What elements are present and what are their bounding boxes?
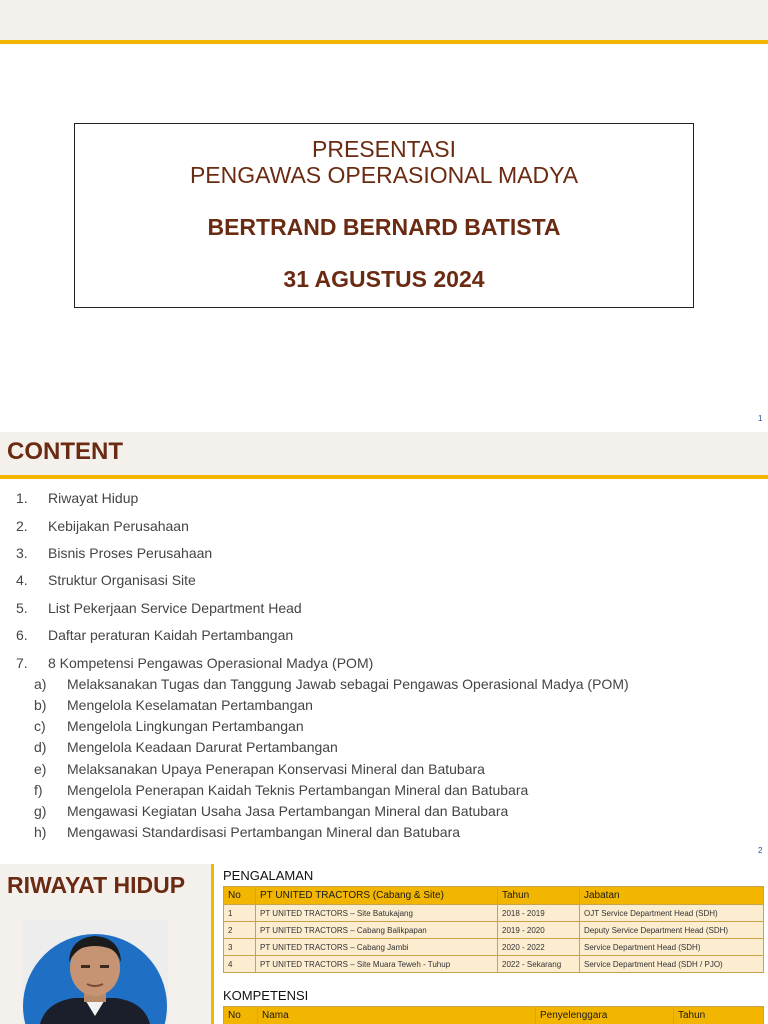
- cell-no: 4: [224, 956, 256, 973]
- item-number: 4.: [16, 572, 28, 588]
- item-number: 5.: [16, 600, 28, 616]
- item-text: Melaksanakan Upaya Penerapan Konservasi Mineral dan Batubara: [67, 761, 485, 777]
- column-header: Tahun: [674, 1007, 764, 1024]
- item-text: Bisnis Proses Perusahaan: [48, 545, 213, 561]
- item-text: Riwayat Hidup: [48, 490, 139, 506]
- slide-title: [0, 0, 768, 432]
- column-header: Jabatan: [580, 887, 764, 905]
- item-number: 1.: [16, 490, 28, 506]
- cell-position: Deputy Service Department Head (SDH): [580, 922, 764, 939]
- slide-content: [0, 432, 768, 864]
- item-letter: f): [34, 782, 43, 798]
- cell-no: 1: [224, 905, 256, 922]
- cell-no: 3: [224, 939, 256, 956]
- slide-heading: RIWAYAT HIDUP: [7, 872, 186, 898]
- column-header: Tahun: [498, 887, 580, 905]
- cell-position: Service Department Head (SDH / PJO): [580, 956, 764, 973]
- cell-company: PT UNITED TRACTORS – Site Batukajang: [256, 905, 498, 922]
- item-number: 6.: [16, 627, 28, 643]
- left-panel: [0, 864, 211, 1024]
- cell-company: PT UNITED TRACTORS – Site Muara Teweh - Tuhup: [256, 956, 498, 973]
- item-text: Mengelola Lingkungan Pertambangan: [67, 718, 304, 734]
- slide-heading: CONTENT: [7, 438, 123, 465]
- item-letter: c): [34, 718, 46, 734]
- column-header: Penyelenggara: [536, 1007, 674, 1024]
- page-number: 1: [758, 414, 763, 423]
- table-header-row: [224, 1007, 764, 1024]
- table-row: [224, 956, 764, 973]
- slide-riwayat-hidup: [0, 864, 768, 1024]
- profile-photo: [22, 920, 168, 1024]
- table-row: [224, 905, 764, 922]
- item-number: 7.: [16, 655, 28, 671]
- gold-divider: [0, 40, 768, 44]
- item-text: Kebijakan Perusahaan: [48, 518, 189, 534]
- cell-company: PT UNITED TRACTORS – Cabang Jambi: [256, 939, 498, 956]
- gold-vertical-divider: [211, 864, 214, 1024]
- competency-table: [223, 1006, 764, 1024]
- experience-table: [223, 886, 764, 973]
- presenter-name: BERTRAND BERNARD BATISTA: [207, 214, 561, 240]
- header-band: [0, 0, 768, 40]
- item-text: Mengelola Keselamatan Pertambangan: [67, 697, 313, 713]
- item-number: 3.: [16, 545, 28, 561]
- title-line-1: PRESENTASI: [312, 136, 456, 162]
- item-letter: a): [34, 676, 47, 692]
- item-text: Melaksanakan Tugas dan Tanggung Jawab sebagai Pengawas Operasional Madya (POM): [67, 676, 629, 692]
- item-text: Struktur Organisasi Site: [48, 572, 196, 588]
- cell-position: OJT Service Department Head (SDH): [580, 905, 764, 922]
- item-letter: h): [34, 824, 47, 840]
- cell-position: Service Department Head (SDH): [580, 939, 764, 956]
- item-text: Mengawasi Standardisasi Pertambangan Mineral dan Batubara: [67, 824, 461, 840]
- table-row: [224, 922, 764, 939]
- item-text: Mengelola Penerapan Kaidah Teknis Pertambangan Mineral dan Batubara: [67, 782, 529, 798]
- presentation-date: 31 AGUSTUS 2024: [283, 266, 485, 292]
- table-header-row: [224, 887, 764, 905]
- cell-year: 2020 - 2022: [498, 939, 580, 956]
- item-text: List Pekerjaan Service Department Head: [48, 600, 302, 616]
- title-box: [74, 123, 694, 308]
- section-label-pengalaman: PENGALAMAN: [223, 868, 314, 883]
- title-line-2: PENGAWAS OPERASIONAL MADYA: [189, 162, 579, 188]
- cell-no: 2: [224, 922, 256, 939]
- gold-divider: [0, 475, 768, 479]
- cell-company: PT UNITED TRACTORS – Cabang Balikpapan: [256, 922, 498, 939]
- item-text: Daftar peraturan Kaidah Pertambangan: [48, 627, 294, 643]
- page-number: 2: [758, 846, 763, 855]
- cell-year: 2022 - Sekarang: [498, 956, 580, 973]
- item-text: Mengawasi Kegiatan Usaha Jasa Pertambangan Mineral dan Batubara: [67, 803, 509, 819]
- column-header: PT UNITED TRACTORS (Cabang & Site): [256, 887, 498, 905]
- item-letter: e): [34, 761, 47, 777]
- item-letter: g): [34, 803, 47, 819]
- item-text: 8 Kompetensi Pengawas Operasional Madya (POM): [48, 655, 374, 671]
- item-number: 2.: [16, 518, 28, 534]
- portrait-image: [22, 920, 168, 1024]
- table-row: [224, 939, 764, 956]
- item-text: Mengelola Keadaan Darurat Pertambangan: [67, 739, 338, 755]
- item-letter: b): [34, 697, 47, 713]
- cell-year: 2018 - 2019: [498, 905, 580, 922]
- column-header: No: [224, 887, 256, 905]
- section-label-kompetensi: KOMPETENSI: [223, 988, 309, 1003]
- cell-year: 2019 - 2020: [498, 922, 580, 939]
- column-header: No: [224, 1007, 258, 1024]
- item-letter: d): [34, 739, 47, 755]
- column-header: Nama: [258, 1007, 536, 1024]
